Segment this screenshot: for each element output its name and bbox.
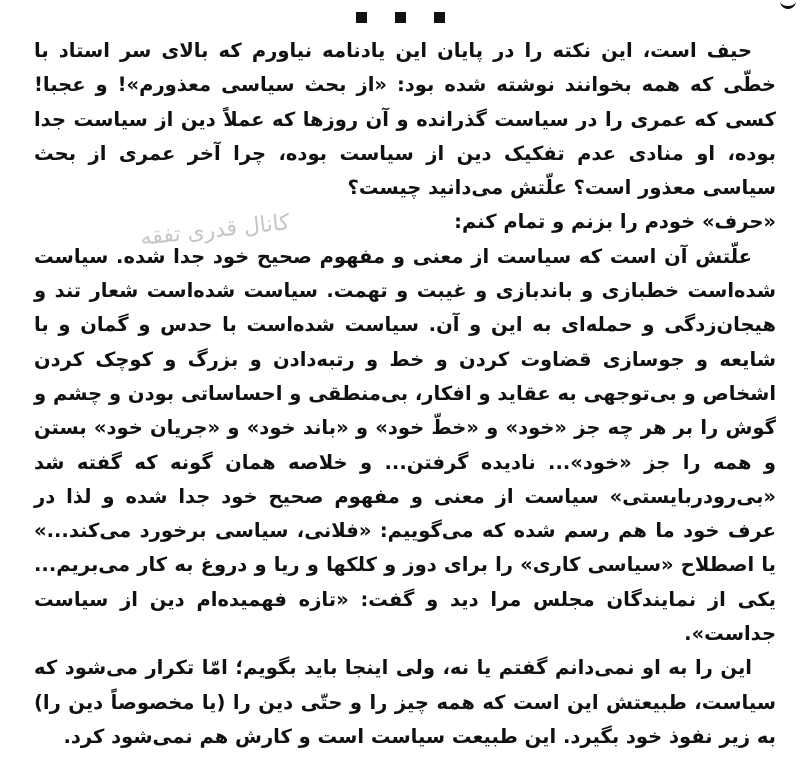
paragraph-closing: این را به او نمی‌دانم گفتم یا نه، ولی اینجا باید بگویم؛ امّا تکرار می‌شود که سیاست، طبیعتش این است که همه چیز را و حتّی دین را (یا مخصوصاً دین را) به زیر نفوذ خود بگیرد. این طبیعت سیاست است و کارش هم نمی‌شود کرد. [34, 656, 776, 748]
page-body-text [34, 34, 776, 754]
section-separator [0, 12, 800, 23]
separator-square [356, 12, 367, 23]
page-top-edge-mark [780, 0, 796, 9]
separator-square [395, 12, 406, 23]
paragraph-lead-in: «حرف» خودم را بزنم و تمام کنم: [454, 210, 776, 234]
separator-square [434, 12, 445, 23]
paragraph-main: علّتش آن است که سیاست از معنی و مفهوم صحیح خود جدا شده. سیاست شده‌است خطبازی و باندبازی و غیبت و تهمت. سیاست شده‌است شعار تند و هیجان‌زدگی و حمله‌ای به این و آن. سیاست شده‌است با حدس و گمان و با شایعه و جوسازی قضاوت کردن و خط و رتبه‌دادن و بزرگ و کوچک کردن اشخاص و بی‌توجهی به عقاید و افکار، بی‌منطقی و احساساتی بودن و چشم و گوش را بر هر چه جز «خود» و «خطّ خود» و «باند خود» و «جریان خود» بستن و همه را جز «خود»... نادیده گرفتن... و خلاصه همان گونه که گفته شد «بی‌رودربایستی» سیاست از معنی و مفهوم صحیح خود جدا شده و لذا در عرف خود ما هم رسم شده که می‌گوییم: «فلانی، سیاسی برخورد می‌کند...» یا اصطلاح «سیاسی کاری» را برای دوز و کلکها و ریا و دروغ به کار می‌بریم... یکی از نمایندگان مجلس مرا دید و گفت: «تازه فهمیده‌ام دین از سیاست جداست». [34, 244, 776, 646]
channel-watermark: کانال قدری تفقه [139, 210, 291, 251]
paragraph-intro: حیف است، این نکته را در پایان این یادنامه نیاورم که بالای سر استاد با خطّی که همه بخوانند نوشته شده بود: «از بحث سیاسی معذورم»! و عجبا! کسی که عمری را در سیاست گذرانده و آن روزها که عملاً دین از سیاست جدا بوده، او منادی عدم تفکیک دین از سیاست بوده، چرا آخر عمری از بحث سیاسی معذور است؟ علّتش می‌دانید چیست؟ [34, 39, 776, 200]
